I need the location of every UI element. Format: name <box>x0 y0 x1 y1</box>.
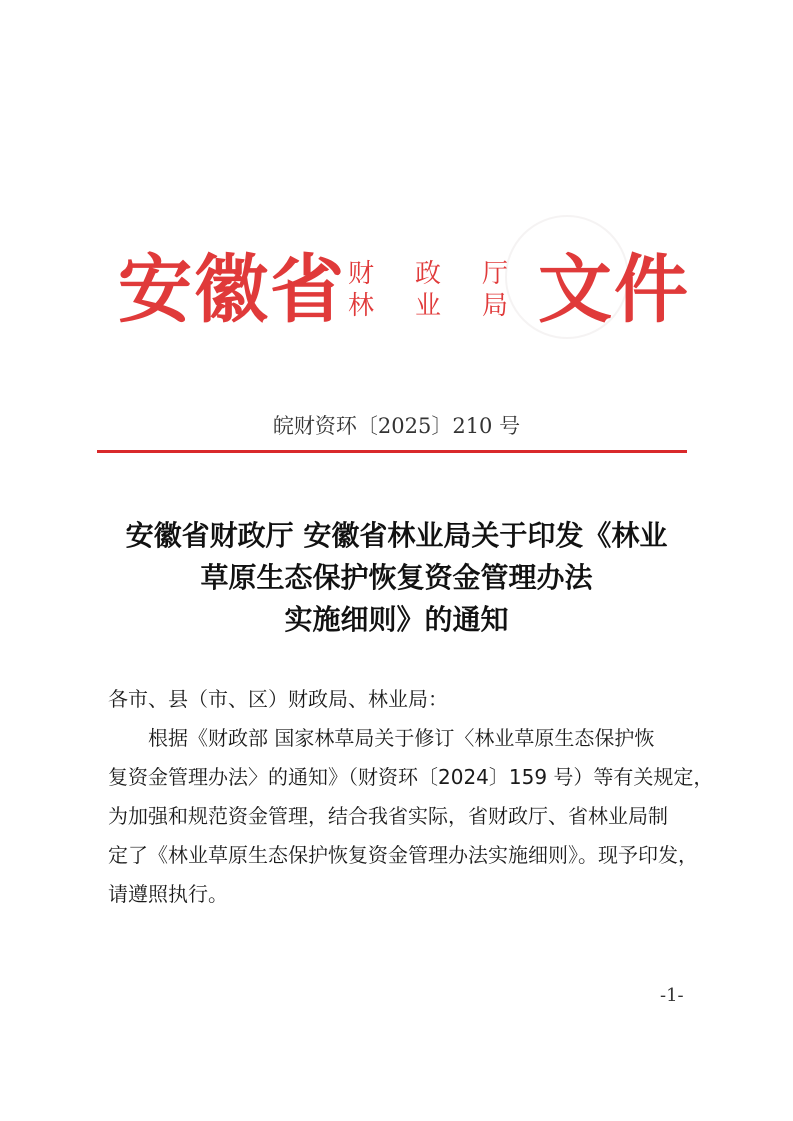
paragraph-line: 定了《林业草原生态保护恢复资金管理办法实施细则》。现予印发， <box>108 843 698 867</box>
letterhead-agency-finance: 财 政 厅 <box>348 259 508 289</box>
paragraph-line: 复资金管理办法〉的通知》（财资环〔2024〕159 号）等有关规定， <box>108 765 714 789</box>
page-number: -1- <box>660 985 684 1006</box>
salutation: 各市、县（市、区）财政局、林业局： <box>108 687 448 711</box>
red-letterhead <box>118 240 690 340</box>
document-body <box>108 680 714 914</box>
letterhead-province: 安徽省 <box>118 247 346 333</box>
paragraph-line: 请遵照执行。 <box>108 882 228 906</box>
letterhead-agencies <box>348 258 508 322</box>
paragraph-line: 为加强和规范资金管理，结合我省实际，省财政厅、省林业局制 <box>108 804 668 828</box>
document-number: 皖财资环〔2025〕210 号 <box>272 414 521 438</box>
red-divider-rule <box>97 450 687 453</box>
title-line: 安徽省财政厅 安徽省林业局关于印发《林业 <box>125 519 668 552</box>
paragraph-line: 根据《财政部 国家林草局关于修订〈林业草原生态保护恢 <box>148 726 655 750</box>
letterhead-agency-forestry: 林 业 局 <box>348 291 508 321</box>
title-line: 实施细则》的通知 <box>284 603 509 636</box>
title-line: 草原生态保护恢复资金管理办法 <box>200 561 593 594</box>
document-title <box>70 515 723 641</box>
letterhead-document-label: 文件 <box>538 247 690 333</box>
